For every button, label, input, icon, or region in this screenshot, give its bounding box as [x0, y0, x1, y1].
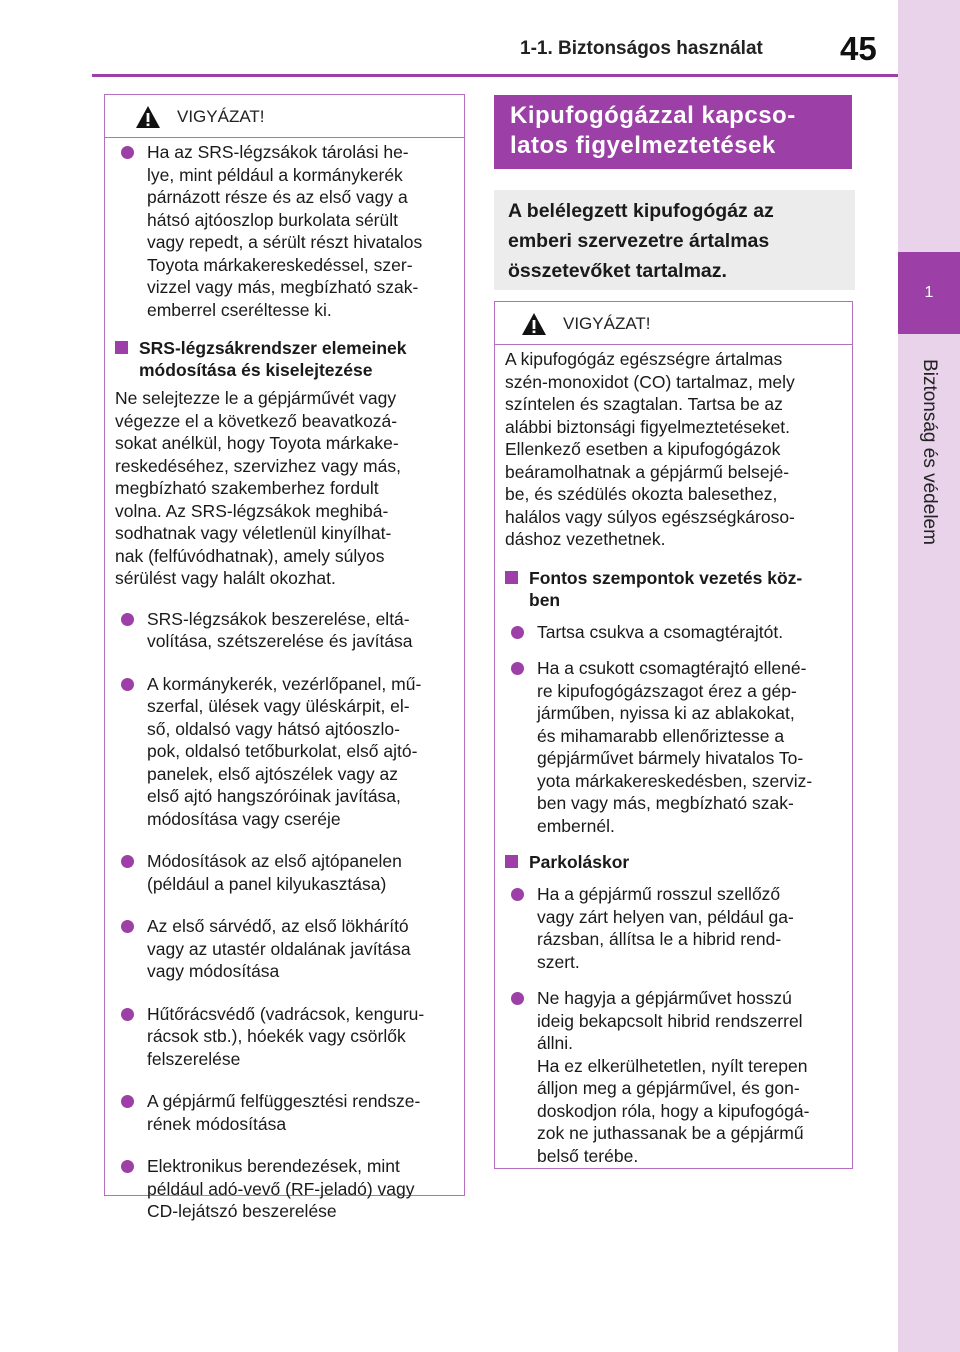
bullet-dot-icon [511, 888, 524, 901]
warning-triangle-icon [521, 312, 547, 336]
bullet-text: Az első sárvédő, az első lökhárító vagy az utastér oldalának javítása vagy módosítása [147, 916, 411, 981]
subheading [505, 851, 840, 873]
bullet-item [115, 141, 452, 321]
bullet-text: Ne hagyja a gépjárművet hosszú ideig bekapcsolt hibrid rendszerrel állni. Ha ez elkerülhetetlen, nyílt terepen álljon meg a gépjárművel, és gon- doskodjon róla, hogy a kipufogógá- zok ne juthassanak be a gépjármű belső terébe. [537, 988, 810, 1166]
subheading-text: Fontos szempontok vezetés köz- ben [529, 567, 803, 610]
square-bullet-icon [505, 571, 518, 584]
square-bullet-icon [115, 341, 128, 354]
bullet-item [505, 883, 840, 973]
bullet-item [115, 1003, 452, 1071]
left-warning-title-bar [105, 95, 464, 138]
bullet-text: Elektronikus berendezések, mint például adó-vevő (RF-jeladó) vagy CD-lejátszó beszerelése [147, 1156, 415, 1221]
bullet-dot-icon [121, 920, 134, 933]
paragraph: Ne selejtezze le a gépjárművét vagy végezze el a következő beavatkozá- sokat anélkül, hogy Toyota márkake- reskedéséhez, szervizhez vagy más, megbízható szakemberhez fordult volna. Az SRS-légzsákok meghibá- sodhatnak vagy véletlenül kinyílhat- nak (felfúvódhatnak), amely súlyos sérülést vagy halált okozhat. [115, 388, 401, 588]
chapter-tab [898, 252, 960, 334]
bullet-text: Ha a gépjármű rosszul szellőző vagy zárt helyen van, például ga- rázsban, állítsa le a hibrid rend- szert. [537, 884, 794, 972]
square-bullet-icon [505, 855, 518, 868]
bullet-text: SRS-légzsákok beszerelése, eltá- volítása, szétszerelése és javítása [147, 608, 413, 651]
bullet-dot-icon [121, 613, 134, 626]
warning-triangle-icon [135, 105, 161, 129]
bullet-dot-icon [121, 855, 134, 868]
header-rule [92, 74, 898, 77]
lead-band [494, 190, 855, 290]
bullet-dot-icon [511, 626, 524, 639]
bullet-text: Tartsa csukva a csomagtérajtót. [537, 621, 784, 642]
subheading-text: SRS-légzsákrendszer elemeinek módosítása és kiselejtezése [139, 338, 407, 380]
bullet-dot-icon [121, 1095, 134, 1108]
lead-text: A belélegzett kipufogógáz az emberi szervezetre ártalmas összetevőket tartalmaz. [508, 200, 774, 282]
left-warning-box [104, 94, 465, 1221]
warning-label: VIGYÁZAT! [177, 107, 265, 126]
bullet-dot-icon [511, 662, 524, 675]
bullet-item [115, 850, 452, 895]
paragraph: A kipufogógáz egészségre ártalmas szén-monoxidot (CO) tartalmaz, mely színtelen és szagtalan. Tartsa be az alábbi biztonsági figyelmeztetéseket. Ellenkező esetben a kipufogógázok beáramolhatnak a gépjármű belsejé- be, és szédülés okozta balesethez, halálos vagy súlyos egészségkároso- dáshoz vezethetnek. [505, 349, 795, 549]
bullet-text: Módosítások az első ajtópanelen (például a panel kilyukasztása) [147, 851, 402, 894]
bullet-item [505, 621, 840, 644]
bullet-item [505, 657, 840, 837]
page-number: 45 [840, 30, 877, 67]
bullet-dot-icon [121, 678, 134, 691]
section-title: 1-1. Biztonságos használat [520, 38, 763, 59]
chapter-heading-band [494, 95, 852, 169]
bullet-item [115, 1155, 452, 1223]
bullet-text: Ha az SRS-légzsákok tárolási he- lye, mint például a kormánykerék párnázott része és az első vagy a hátsó ajtóoszlop burkolata sérült vagy repedt, a sérült részt hivatalos Toyota márkakereskedéssel, szer- vizzel vagy más, megbízható szak- emberrel cseréltesse ki. [147, 142, 423, 320]
bullet-item [115, 673, 452, 831]
bullet-dot-icon [121, 146, 134, 159]
bullet-dot-icon [121, 1160, 134, 1173]
bullet-dot-icon [511, 992, 524, 1005]
chapter-number: 1 [924, 284, 934, 301]
warning-label: VIGYÁZAT! [563, 314, 651, 333]
bullet-text: Ha a csukott csomagtérajtó ellené- re kipufogógázszagot érez a gép- járműben, nyissa ki az ablakokat, és mihamarabb ellenőriztesse a gépjárművet bármely hivatalos To- yota márkakereskedésben, szerviz- ben vagy más, megbízható szak- embernél. [537, 658, 813, 836]
bullet-item [505, 987, 840, 1167]
left-warning-content [115, 141, 452, 1243]
bullet-dot-icon [121, 1008, 134, 1021]
side-strip [898, 0, 960, 1352]
bullet-item [115, 915, 452, 983]
bullet-text: A gépjármű felfüggesztési rendsze- rének módosítása [147, 1091, 421, 1134]
chapter-title: Biztonság és védelem [919, 359, 940, 545]
bullet-item [115, 608, 452, 653]
right-warning-content [505, 348, 840, 1167]
bullet-text: Hűtőrácsvédő (vadrácsok, kenguru- rácsok stb.), hóekék vagy csörlők felszerelése [147, 1003, 425, 1069]
subheading-text: Parkoláskor [529, 852, 630, 872]
bullet-text: A kormánykerék, vezérlőpanel, mű- szerfal, ülések vagy üléskárpit, el- ső, oldalsó vagy hátsó ajtóoszlo- pok, oldalsó tetőburkolat, első ajtó- panelek, első ajtószélek vagy az első ajtó hangszóróinak javítása, módosítása vagy cseréje [147, 673, 422, 829]
bullet-item [115, 1090, 452, 1135]
chapter-heading: Kipufogógázzal kapcso- latos figyelmeztetések [510, 102, 796, 159]
subheading [115, 337, 452, 381]
right-warning-title-bar [495, 302, 852, 345]
right-warning-box [494, 301, 853, 1169]
subheading [505, 567, 840, 611]
